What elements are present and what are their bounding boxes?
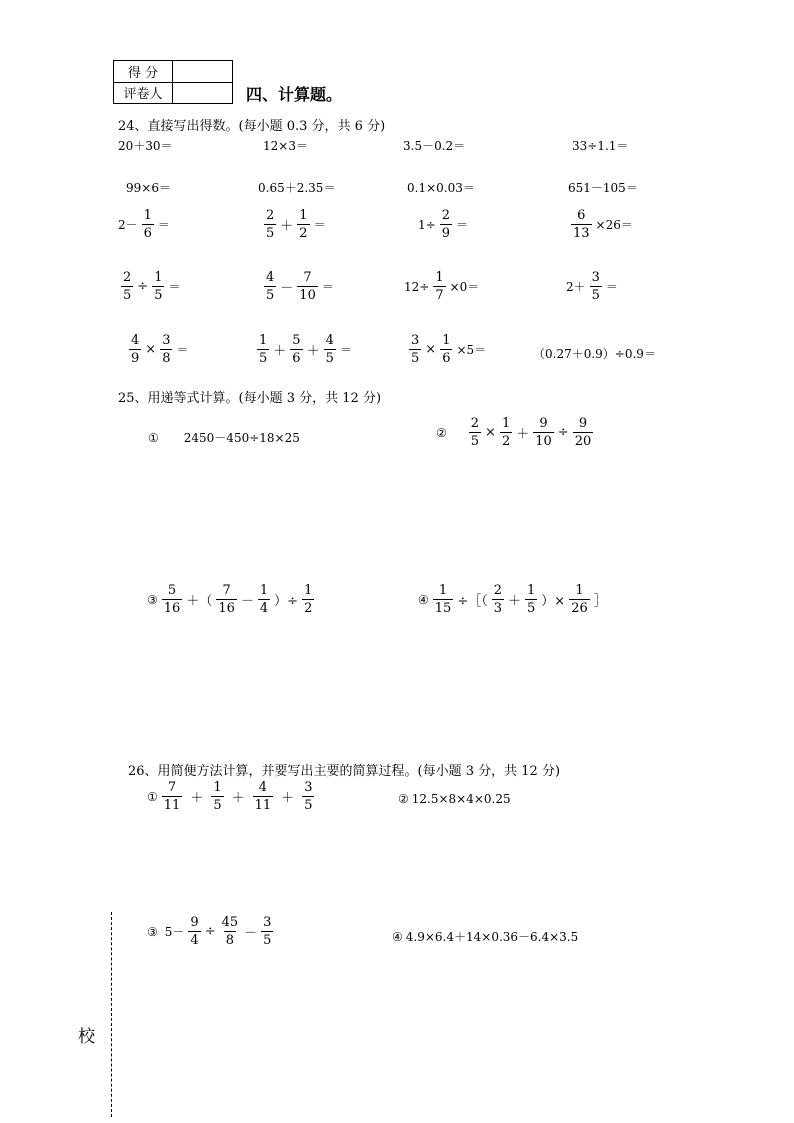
q24-r3-a: 2－ $\frac{1}{6}$ ＝	[118, 208, 170, 241]
q26-p4: ④ 4.9×6.4＋14×0.36－6.4×3.5	[392, 929, 579, 944]
q26-p2: ② 12.5×8×4×0.25	[398, 792, 511, 806]
q24-r5-a: $\frac{4}{9}$ × $\frac{3}{8}$ ＝	[131, 333, 189, 366]
score-cell[interactable]	[173, 61, 233, 83]
grader-label: 评卷人	[114, 82, 173, 104]
q24-r5-c: $\frac{3}{5}$ × $\frac{1}{6}$ ×5＝	[411, 333, 487, 366]
q25-p2: ② $\frac{2}{5}$ × $\frac{1}{2}$ ＋ $\frac{9}{10}$ ÷ $\frac{9}{20}$	[436, 416, 592, 449]
q24-r4-d: 2＋ $\frac{3}{5}$ ＝	[566, 270, 618, 303]
q24-r1-b: 12×3＝	[263, 139, 308, 153]
q26-heading: 26、用简便方法计算，并要写出主要的简算过程。(每小题 3 分，共 12 分)	[128, 764, 561, 779]
grader-cell[interactable]	[173, 82, 233, 104]
q25-p4: ④ $\frac{1}{15}$ ÷［（ $\frac{2}{3}$ ＋ $\frac{1}{5}$ ）× $\frac{1}{26}$ ］	[418, 583, 607, 616]
q26-p1: ① $\frac{7}{11}$ ＋ $\frac{1}{5}$ ＋ $\frac{4}{11}$ ＋ $\frac{3}{5}$	[147, 780, 313, 813]
q25-p1: ① 2450－450÷18×25	[148, 430, 300, 445]
score-label: 得 分	[114, 61, 173, 83]
q24-r2-b: 0.65＋2.35＝	[258, 181, 336, 195]
q24-r2-c: 0.1×0.03＝	[407, 181, 475, 195]
q24-r1-c: 3.5－0.2＝	[403, 139, 466, 153]
q24-r3-d: $\frac{6}{13}$ ×26＝	[573, 208, 633, 241]
q24-r2-d: 651－105＝	[568, 181, 638, 195]
q24-heading: 24、直接写出得数。(每小题 0.3 分，共 6 分)	[118, 119, 386, 134]
q24-r4-c: 12÷ $\frac{1}{7}$ ×0＝	[404, 270, 480, 303]
section-title: 四、计算题。	[246, 85, 343, 104]
q24-r5-b: $\frac{1}{5}$ ＋ $\frac{5}{6}$ ＋ $\frac{4}{5}$ ＝	[259, 333, 352, 366]
q24-r3-b: $\frac{2}{5}$ ＋ $\frac{1}{2}$ ＝	[266, 208, 326, 241]
q24-r1-d: 33÷1.1＝	[572, 139, 629, 153]
q25-p3: ③ $\frac{5}{16}$ ＋（ $\frac{7}{16}$ － $\frac{1}{4}$ ）÷ $\frac{1}{2}$	[147, 583, 313, 616]
q24-r1-a: 20＋30＝	[118, 139, 173, 153]
binding-dashed-line	[111, 912, 112, 1117]
q24-r3-c: 1÷ $\frac{2}{9}$ ＝	[418, 208, 468, 241]
q24-r2-a: 99×6＝	[126, 181, 171, 195]
side-school-char: 校	[78, 1027, 95, 1047]
q24-r5-d: （0.27＋0.9）÷0.9＝	[533, 347, 656, 361]
q25-heading: 25、用递等式计算。(每小题 3 分，共 12 分)	[118, 391, 382, 406]
score-table	[113, 60, 233, 104]
q24-r4-b: $\frac{4}{5}$ － $\frac{7}{10}$ ＝	[266, 270, 334, 303]
q26-p3: ③ 5－ $\frac{9}{4}$ ÷ $\frac{45}{8}$ － $\frac{3}{5}$	[147, 915, 272, 948]
q24-r4-a: $\frac{2}{5}$ ÷ $\frac{1}{5}$ ＝	[123, 270, 181, 303]
